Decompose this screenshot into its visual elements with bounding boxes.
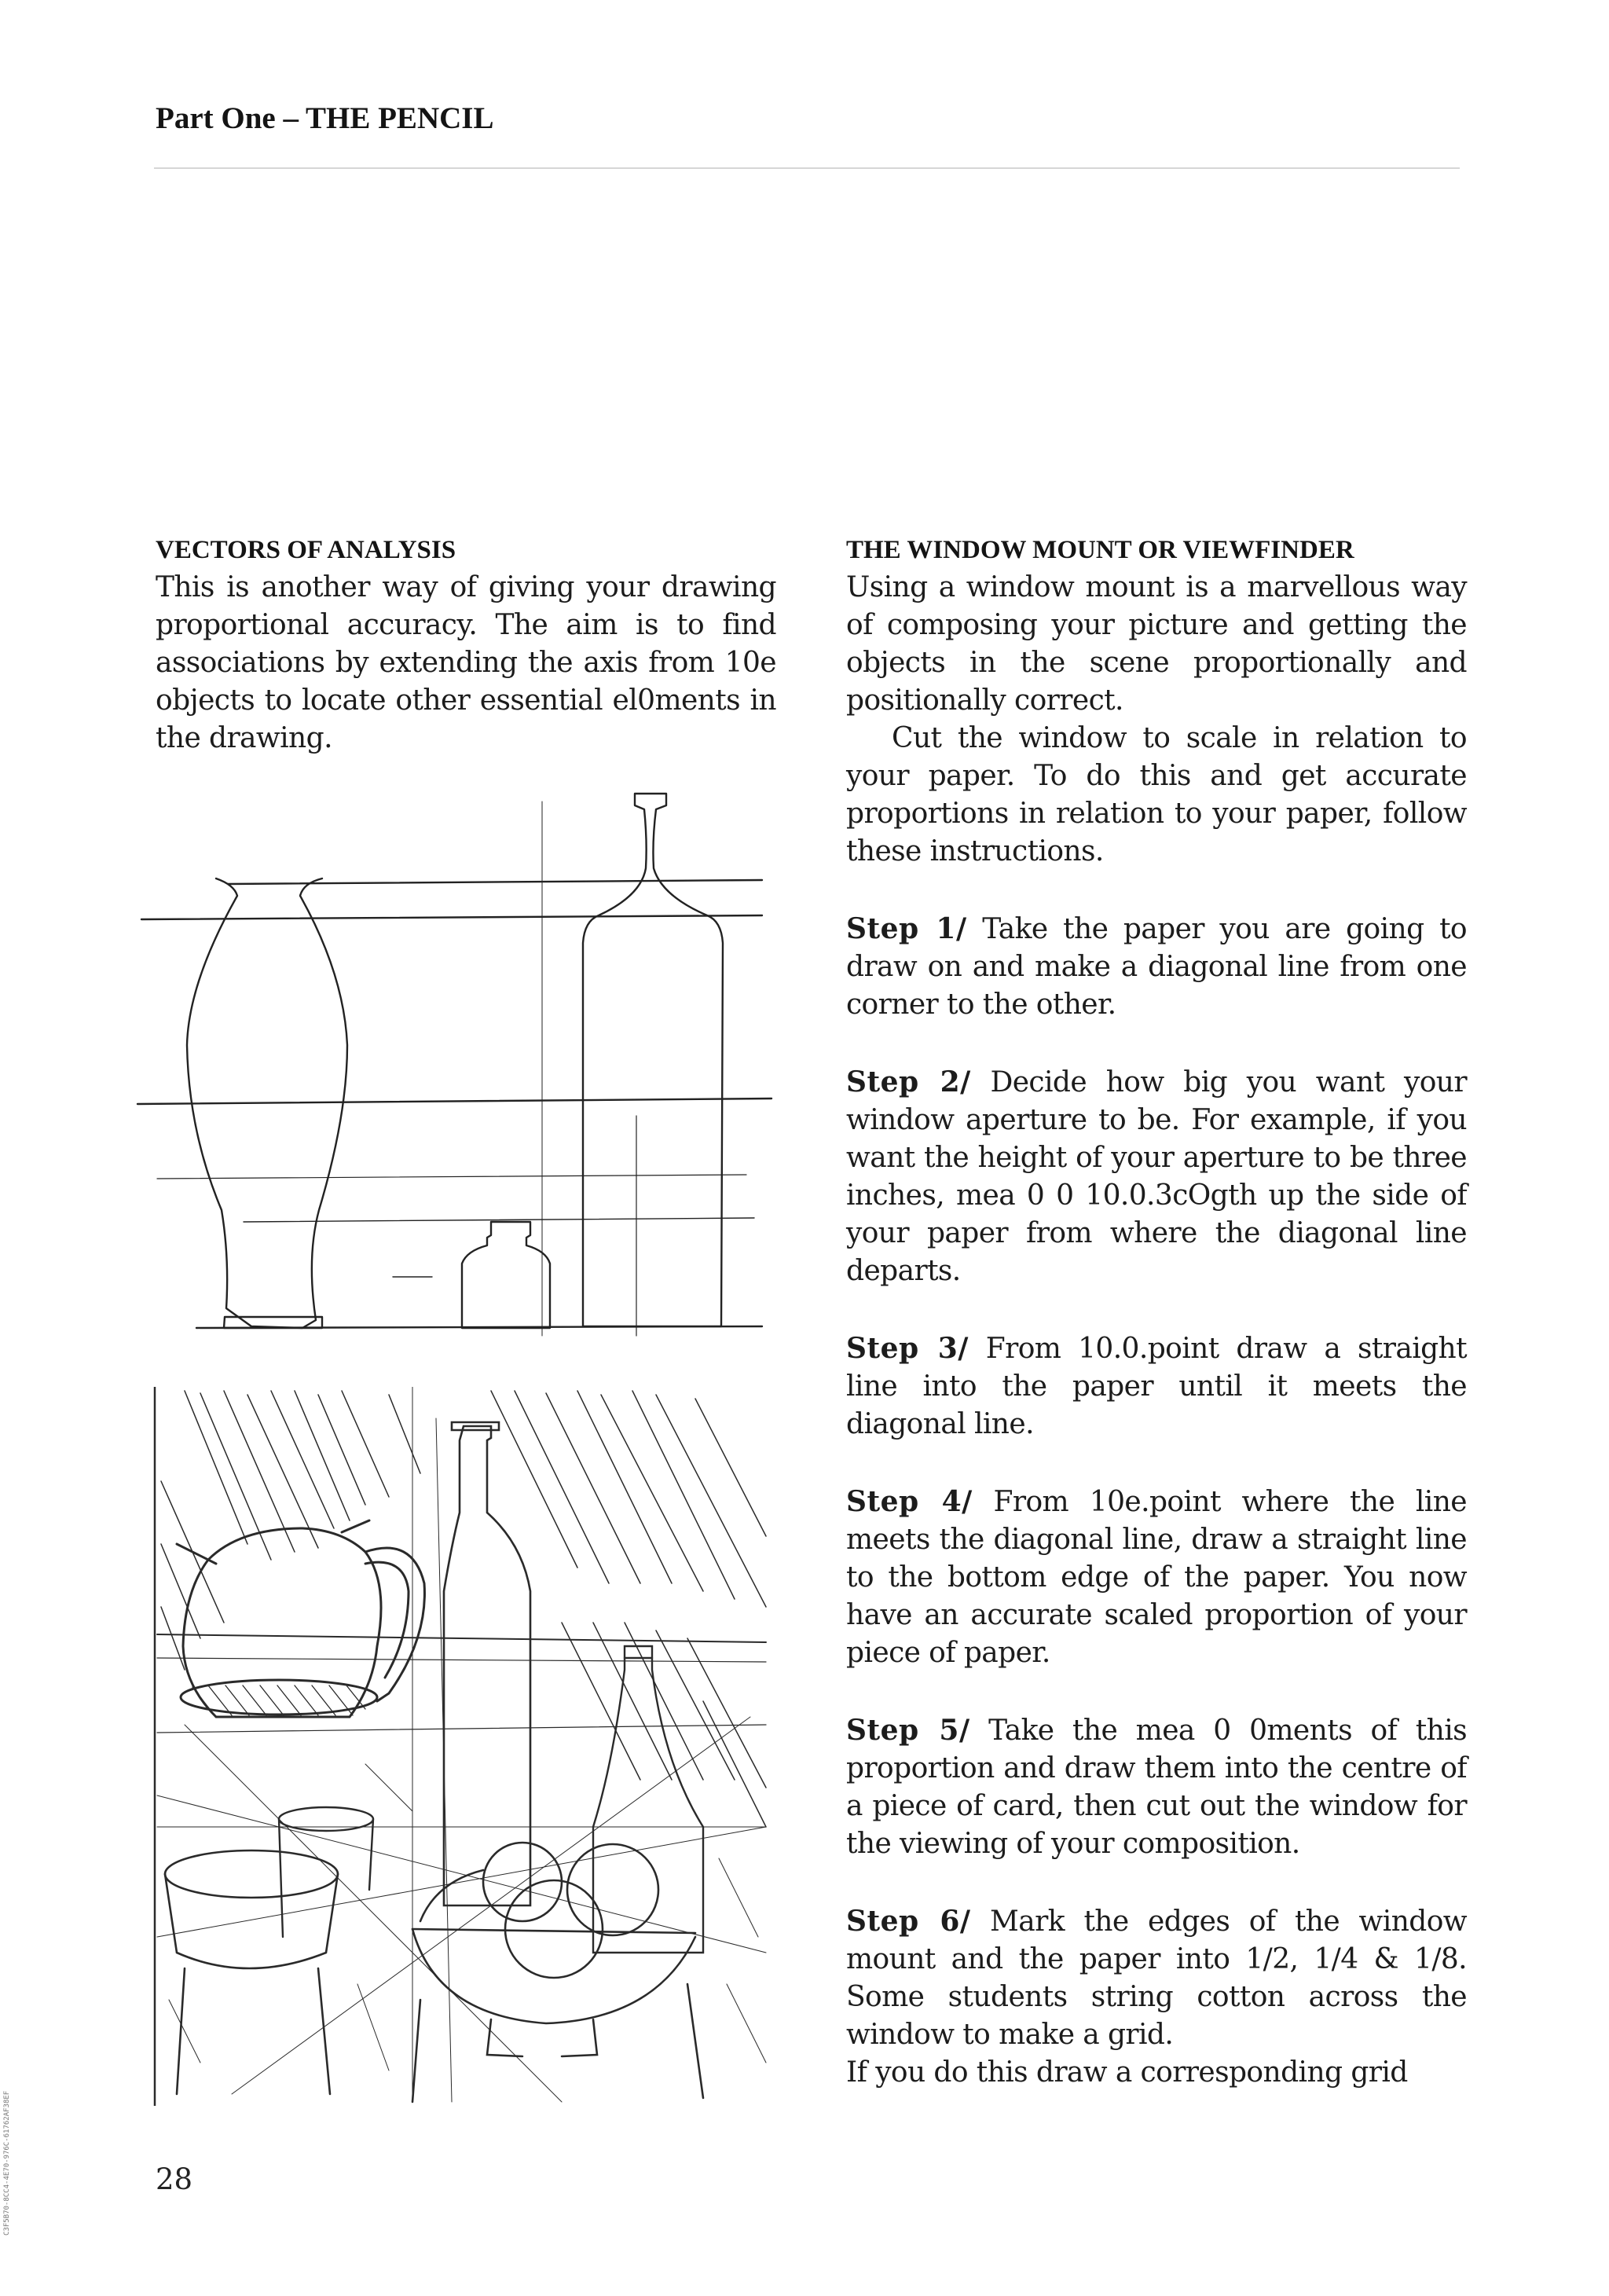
- section-heading-window-mount: THE WINDOW MOUNT OR VIEWFINDER: [846, 536, 1354, 564]
- step-text: From 10e.point where the line meets the diagonal line, draw a straight line to the bottom edge of the paper. You now have an accurate scaled proportion of your piece of paper.: [846, 1486, 1468, 1669]
- vectors-sketch-illustration: [134, 786, 778, 1359]
- step-label: Step 5/: [846, 1714, 970, 1747]
- step-label: Step 3/: [846, 1332, 969, 1365]
- step-text: Mark the edges of the window mount and the paper into 1/2, 1/4 & 1/8. Some students string cotton across the window to make a grid.: [846, 1905, 1468, 2051]
- right-column: [846, 534, 1467, 2092]
- step-3: [846, 1330, 1467, 1443]
- step-2: [846, 1063, 1467, 1290]
- page-number: 28: [156, 2162, 193, 2196]
- header-rule: [154, 167, 1460, 169]
- grid-continuation: If you do this draw a corresponding grid: [846, 2056, 1408, 2089]
- step-text: From 10.0.point draw a straight line into the paper until it meets the diagonal line.: [846, 1333, 1468, 1440]
- step-label: Step 1/: [846, 912, 967, 945]
- step-5: [846, 1711, 1467, 1863]
- running-header: Part One – THE PENCIL: [156, 101, 494, 135]
- step-6: [846, 1902, 1467, 2054]
- section-heading-vectors: VECTORS OF ANALYSIS: [156, 536, 456, 564]
- step-text: Take the mea 0 0ments of this proportion and draw them into the centre of a piece of card, then cut out the window for the viewing of your composition.: [846, 1715, 1468, 1860]
- step-label: Step 2/: [846, 1065, 971, 1098]
- still-life-sketch-illustration: [153, 1387, 770, 2106]
- vectors-body: This is another way of giving your drawing proportional accuracy. The aim is to find associations by extending the axis from 10e objects to locate other essential el0ments in the drawing.: [156, 571, 776, 754]
- step-4: [846, 1483, 1467, 1672]
- window-mount-para2: Cut the window to scale in relation to your paper. To do this and get accurate proportions in relation to your paper, follow these instructions.: [846, 722, 1467, 867]
- step-label: Step 6/: [846, 1905, 971, 1938]
- step-label: Step 4/: [846, 1485, 973, 1518]
- step-text: Take the paper you are going to draw on and make a diagonal line from one corner to the other.: [846, 913, 1468, 1021]
- side-identifier-code: C3F5B70-8CC4-4E70-976C-61762AF38EF: [3, 2090, 11, 2235]
- window-mount-intro: Using a window mount is a marvellous way of composing your picture and getting the objects in the scene proportionally and positionally correct.: [846, 571, 1467, 717]
- step-1: [846, 910, 1467, 1024]
- step-text: Decide how big you want your window aperture to be. For example, if you want the height of your aperture to be three inches, mea 0 0 10.0.3cOgth up the side of your paper from where the diagonal line departs.: [846, 1066, 1467, 1287]
- left-column: [156, 534, 776, 757]
